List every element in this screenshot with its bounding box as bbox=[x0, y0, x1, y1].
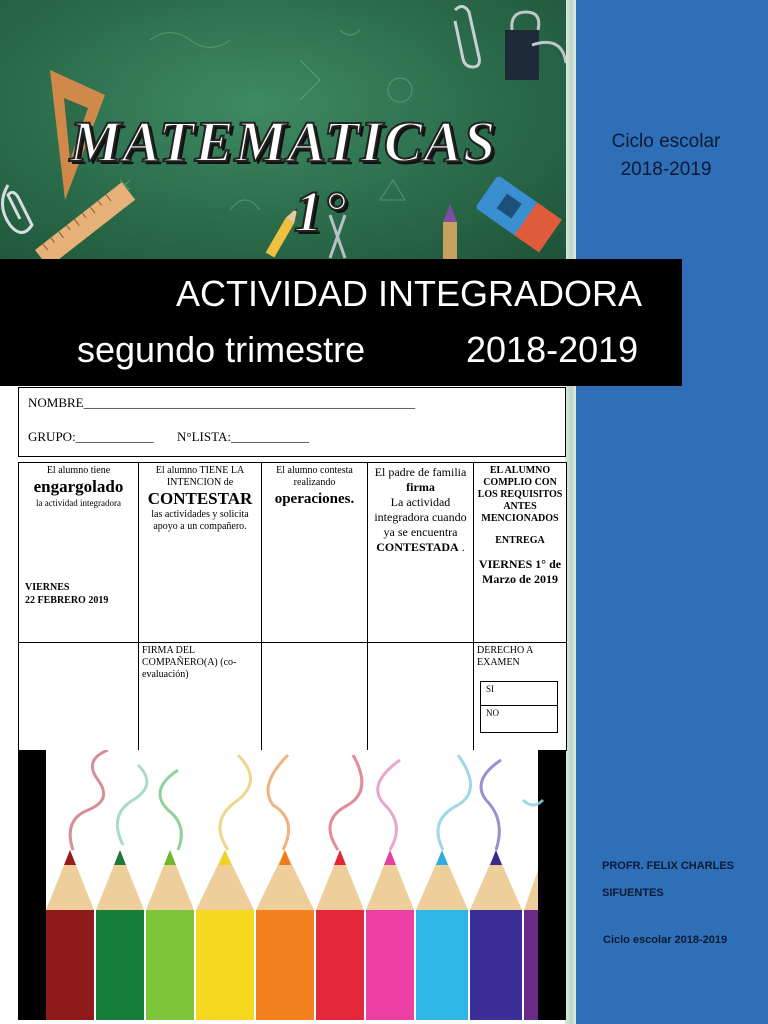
criterion-text: El alumno TIENE LA INTENCION de bbox=[155, 465, 245, 488]
chalkboard-banner bbox=[0, 0, 566, 262]
exam-right-cell bbox=[474, 643, 567, 751]
peer-signature-cell bbox=[139, 643, 262, 751]
rubric-table bbox=[18, 462, 567, 751]
criterion-keyword-2: CONTESTADA bbox=[376, 540, 459, 554]
criterion-keyword: firma bbox=[406, 480, 435, 494]
criterion-detail: las actividades y solicita apoyo a un compañero. bbox=[151, 509, 249, 532]
criterion-keyword: engargolado bbox=[33, 477, 124, 496]
deadline-date: 22 FEBRERO 2019 bbox=[25, 595, 109, 606]
exam-options bbox=[480, 681, 558, 733]
criterion-text: El padre de familia bbox=[374, 465, 467, 479]
empty-cell bbox=[19, 643, 139, 751]
cycle-label-bottom: Ciclo escolar 2018-2019 bbox=[603, 934, 728, 946]
trimester-label: segundo trimestre bbox=[77, 329, 366, 370]
criterion-operations bbox=[262, 463, 368, 643]
band-year: 2018-2019 bbox=[466, 329, 639, 370]
student-info-box bbox=[18, 387, 566, 457]
sidebar bbox=[576, 0, 768, 1024]
activity-title: ACTIVIDAD INTEGRADORA bbox=[176, 273, 643, 314]
exam-right-label: DERECHO A EXAMEN bbox=[477, 645, 533, 668]
criterion-detail: la actividad integradora bbox=[36, 498, 121, 508]
subject-title: MATEMATICAS bbox=[69, 109, 497, 174]
criterion-text: El alumno tiene bbox=[46, 465, 111, 476]
deadline-day: VIERNES bbox=[25, 582, 70, 593]
teacher-name bbox=[602, 853, 762, 907]
pencil-row bbox=[46, 850, 538, 1020]
teacher-line-1: PROFR. FELIX CHARLES bbox=[602, 860, 735, 872]
criterion-delivery bbox=[474, 463, 567, 643]
criterion-detail: La actividad integradora cuando ya se encuentra bbox=[374, 495, 467, 539]
cycle-label-top bbox=[576, 128, 756, 184]
teacher-line-2: SIFUENTES bbox=[602, 887, 664, 899]
peer-signature-label: FIRMA DEL COMPAÑERO(A) (co-evaluación) bbox=[142, 645, 237, 680]
list-number-field[interactable]: N°LISTA:____________ bbox=[177, 429, 309, 444]
criterion-period: . bbox=[461, 540, 465, 554]
criterion-answer bbox=[139, 463, 262, 643]
colored-pencils-image bbox=[18, 750, 566, 1020]
name-field[interactable]: NOMBRE___________________________________________________ bbox=[28, 395, 416, 410]
binder-clip-icon bbox=[505, 12, 566, 80]
criterion-bound bbox=[19, 463, 139, 643]
delivery-label: ENTREGA bbox=[495, 535, 545, 546]
criterion-signature bbox=[368, 463, 474, 643]
option-si[interactable]: SI bbox=[481, 682, 557, 706]
delivery-date: VIERNES 1° de Marzo de 2019 bbox=[478, 557, 562, 586]
grade-label: 1° bbox=[293, 179, 347, 244]
criterion-keyword: operaciones. bbox=[274, 491, 355, 507]
table-row bbox=[19, 643, 567, 751]
paperclip-icon-2 bbox=[455, 6, 479, 67]
criterion-text: El alumno contesta realizando bbox=[276, 465, 353, 488]
cycle-years: 2018-2019 bbox=[620, 159, 712, 180]
empty-cell bbox=[262, 643, 368, 751]
option-no[interactable]: NO bbox=[486, 708, 499, 718]
cycle-title: Ciclo escolar bbox=[611, 131, 721, 152]
criterion-text: EL ALUMNO COMPLIO CON LOS REQUISITOS ANTES MENCIONADOS bbox=[477, 465, 563, 524]
empty-cell bbox=[368, 643, 474, 751]
activity-band bbox=[0, 259, 682, 386]
table-row bbox=[19, 463, 567, 643]
group-field[interactable]: GRUPO:____________ bbox=[28, 429, 154, 444]
colored-pencils-illustration bbox=[18, 750, 566, 1020]
criterion-keyword: CONTESTAR bbox=[147, 489, 253, 508]
